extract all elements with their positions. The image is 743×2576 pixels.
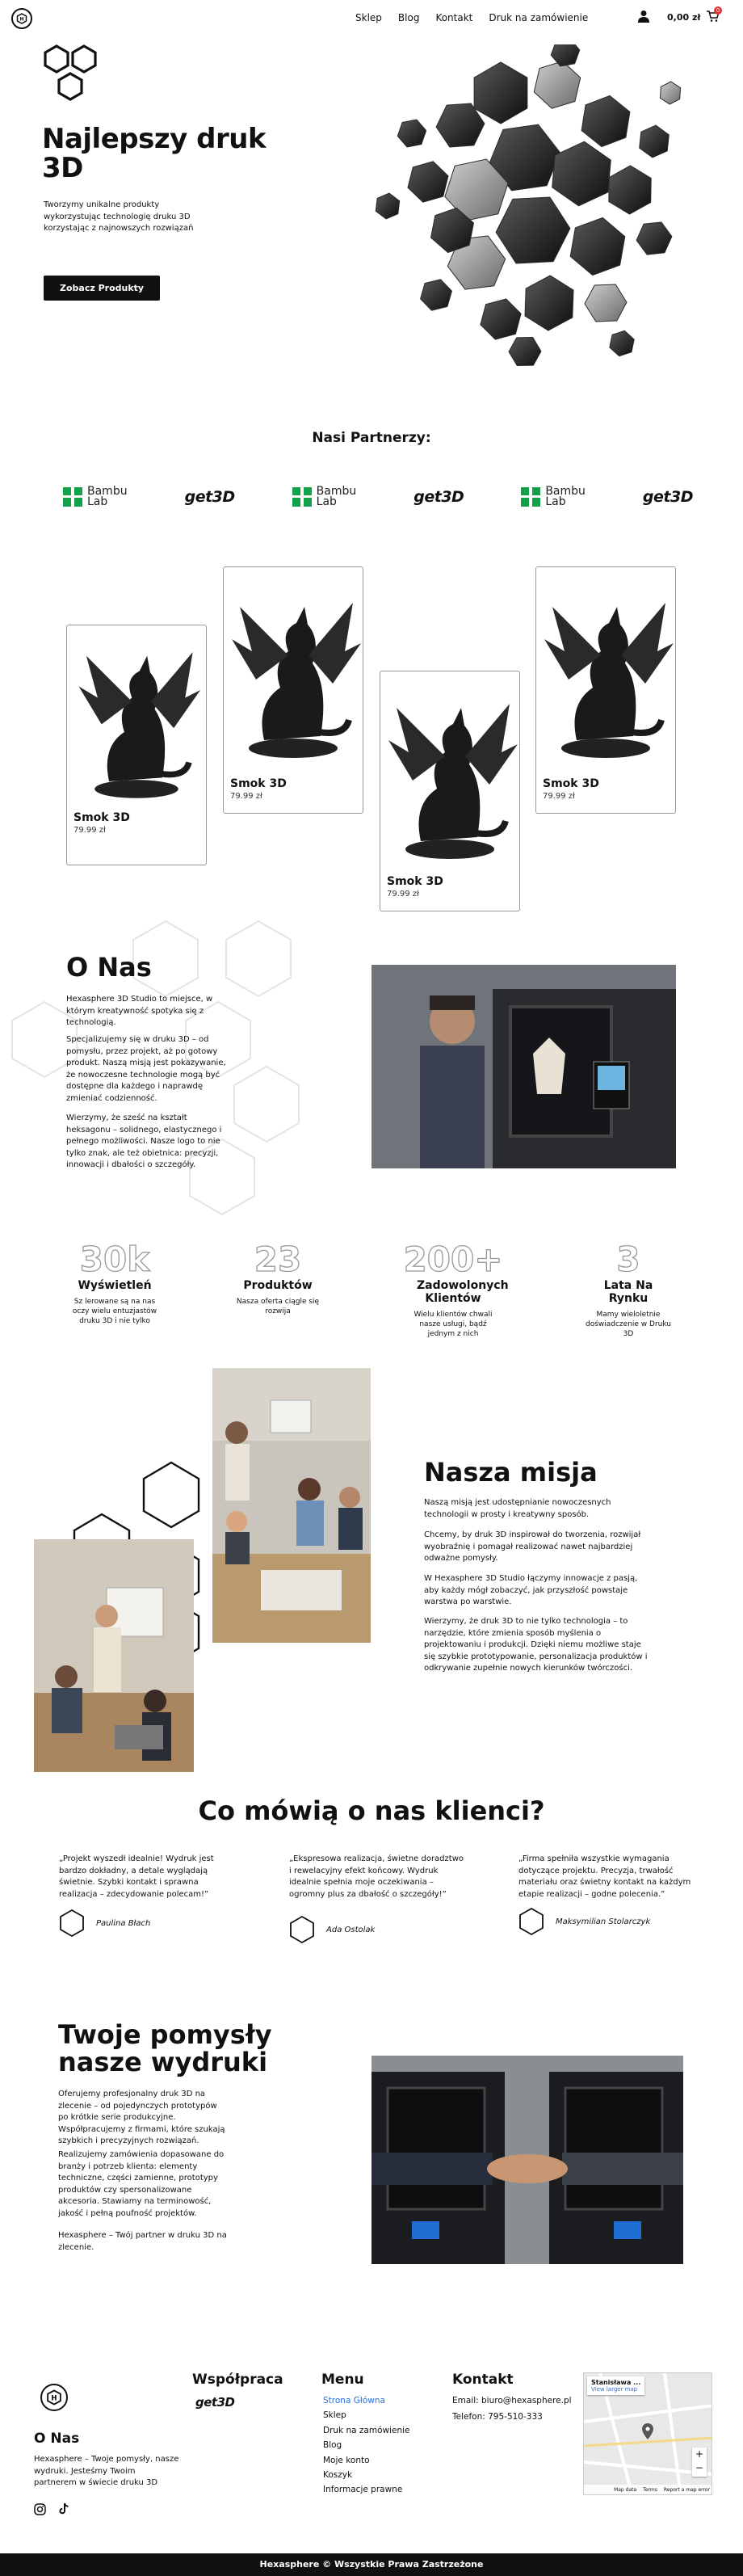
map-footer-bar xyxy=(584,2485,712,2494)
ideas-title: Twoje pomysły nasze wydruki xyxy=(58,2019,272,2077)
dragon-figure-image xyxy=(380,671,519,873)
ideas-paragraph-3: Hexasphere – Twój partner w druku 3D na zlecenie. xyxy=(58,2231,227,2252)
mission-paragraph-3: W Hexasphere 3D Studio łączymy innowacje z pasją, aby każdy mógł zobaczyć, jak przyszłość powstaje warstwa po warstwie. xyxy=(424,1574,638,1606)
hexagon-avatar-icon xyxy=(518,1907,544,1936)
account-button[interactable] xyxy=(638,10,649,26)
product-name: Smok 3D xyxy=(230,777,287,790)
footer-menu-title: Menu xyxy=(321,2372,364,2388)
ideas-paragraph-1: Oferujemy profesjonalny druk 3D na zlecenie – od pojedynczych prototypów po krótkie serie produkcyjne. Współpracujemy z firmami, które szukają szybkich i precyzyjnych rozwiązań. xyxy=(58,2090,225,2145)
stat-number: 200+ xyxy=(403,1240,503,1279)
product-name: Smok 3D xyxy=(543,777,599,790)
bambu-lab-mark-icon xyxy=(521,487,540,507)
cart-count-badge: 0 xyxy=(714,6,722,15)
team-discussion-photo xyxy=(34,1539,194,1772)
hexagon-block xyxy=(581,95,630,146)
dragon-figure-image xyxy=(67,625,206,808)
footer-about-text: Hexasphere – Twoje pomysły, nasze wydruki. Jesteśmy Twoim partnerem w świecie druku 3D xyxy=(34,2455,179,2487)
testimonials-title: Co mówią o nas klienci? xyxy=(198,1795,545,1826)
bambu-line2: Lab xyxy=(545,495,566,509)
nav-kontakt[interactable]: Kontakt xyxy=(435,12,473,23)
testimonial-author: Maksymilian Stolarczyk xyxy=(556,1917,651,1926)
footer-coop-title: Współpraca xyxy=(192,2372,283,2388)
hexagon-block xyxy=(509,338,541,366)
mission-title: Nasza misja xyxy=(424,1457,598,1488)
google-map-embed[interactable] xyxy=(583,2372,712,2495)
mission-paragraph-4: Wierzymy, że druk 3D to nie tylko technologia – to narzędzie, które zmienia sposób myślenia o projektowaniu i produkcji. Dzięki niemu możliwe staje się szybkie prototypowanie, personalizacja produktów i odkrywanie zupełnie nowych kierunków twórczości. xyxy=(424,1617,648,1673)
ideas-paragraph-2: Realizujemy zamówienia dopasowane do branży i potrzeb klienta: elementy techniczne, części zamienne, prototypy produktów czy spersonalizowane akcesoria. Stawiamy na terminowość, jakość i pełną poufność projektów. xyxy=(58,2150,225,2218)
hexagon-block xyxy=(496,197,570,263)
hexagon-block xyxy=(397,120,426,147)
stat-number: 3 xyxy=(616,1240,640,1279)
hexagon-block xyxy=(610,330,634,356)
site-logo[interactable] xyxy=(11,8,32,29)
hexagon-block xyxy=(552,141,611,206)
hero-title: Najlepszy druk 3D xyxy=(42,123,267,184)
map-place-name: Stanisława ... xyxy=(591,2379,641,2386)
hero-hexagon-sculpture-image xyxy=(339,44,703,392)
bambu-line1: Bambu xyxy=(87,485,128,498)
stat-text: Mamy wieloletnie doświadczenie w Druku 3D xyxy=(585,1311,671,1339)
dragon-figure-image xyxy=(224,567,363,776)
hexagon-block xyxy=(570,218,625,276)
map-pin-icon xyxy=(642,2423,653,2439)
stat-item xyxy=(66,1240,163,1340)
nav-sklep[interactable]: Sklep xyxy=(355,12,382,23)
footer-email[interactable]: Email: biuro@hexasphere.pl xyxy=(452,2396,572,2406)
stat-label: Wyświetleń xyxy=(78,1279,152,1292)
see-products-button[interactable]: Zobacz Produkty xyxy=(44,276,160,301)
nav-blog[interactable]: Blog xyxy=(397,12,420,23)
bambu-line2: Lab xyxy=(316,495,337,509)
team-meeting-photo xyxy=(212,1368,371,1643)
product-card[interactable] xyxy=(380,671,520,911)
bambu-line1: Bambu xyxy=(316,485,357,498)
hexagon-block xyxy=(421,280,452,310)
partners-logos xyxy=(63,486,693,508)
cart-total[interactable]: 0,00 zł xyxy=(667,12,701,23)
partner-bambu-lab-logo xyxy=(63,486,128,508)
product-price: 79.99 zł xyxy=(73,826,106,835)
footer-contact-title: Kontakt xyxy=(452,2372,514,2388)
hexagon-block xyxy=(609,166,651,214)
copyright-bar xyxy=(0,2553,743,2576)
instagram-icon xyxy=(34,2503,46,2515)
testimonial-card xyxy=(518,1854,696,1936)
partner-bambu-lab-logo xyxy=(521,486,586,508)
product-card[interactable] xyxy=(535,566,676,814)
svg-text:H: H xyxy=(51,2394,57,2403)
map-data-label: Map data xyxy=(614,2486,637,2493)
hexagon-cluster-logo xyxy=(40,44,102,104)
hero-text: Tworzymy unikalne produkty wykorzystując technologię druku 3D korzystając z najnowszych rozwiązań xyxy=(44,200,194,233)
map-view-larger-link[interactable]: View larger map xyxy=(591,2386,638,2393)
testimonial-quote: „Ekspresowa realizacja, świetne doradztwo i rewelacyjny efekt końcowy. Wydruk idealnie spełnia moje oczekiwania – ogromny plus za dbałość o szczegóły!” xyxy=(289,1854,464,1899)
product-name: Smok 3D xyxy=(73,811,130,824)
about-paragraph-3: Wierzymy, że sześć na kształt heksagonu – solidnego, elastycznego i pełnego możliwości. Nasze logo to nie tylko znak, ale też obietnica: precyzji, innowacji i dbałości o szczegóły. xyxy=(66,1113,222,1169)
handshake-printers-photo xyxy=(372,2056,683,2264)
partner-get3d-logo: get3D xyxy=(642,488,693,507)
about-title: O Nas xyxy=(66,952,152,983)
map-place-card xyxy=(587,2376,644,2395)
dragon-figure-image xyxy=(536,567,675,776)
partner-get3d-logo: get3D xyxy=(184,488,235,507)
about-paragraph-1: Hexasphere 3D Studio to miejsce, w którym kreatywność spotyka się z technologią. xyxy=(66,995,213,1027)
footer-menu-cart[interactable]: Koszyk xyxy=(323,2469,353,2480)
stat-text: Sz lerowane są na nas oczy wielu entuzjastów druku 3D i nie tylko xyxy=(72,1298,157,1326)
testimonial-quote: „Firma spełniła wszystkie wymagania dotyczące projektu. Precyzja, trwałość materiału oraz świetny kontakt na każdym etapie realizacji – godne polecenia.” xyxy=(518,1854,691,1899)
footer-phone[interactable]: Telefon: 795-510-333 xyxy=(452,2412,543,2422)
footer-menu-shop[interactable]: Sklep xyxy=(323,2410,346,2421)
user-icon xyxy=(638,10,649,23)
hexagon-block xyxy=(636,222,672,255)
partner-bambu-lab-logo xyxy=(292,486,357,508)
tiktok-link[interactable] xyxy=(58,2502,69,2519)
stat-label: Produktów xyxy=(243,1279,313,1292)
footer-menu-print-order[interactable]: Druk na zamówienie xyxy=(323,2425,410,2435)
cart-button[interactable] xyxy=(706,7,720,26)
tiktok-icon xyxy=(58,2502,69,2515)
hexagon-block xyxy=(408,162,448,202)
hexagon-block xyxy=(661,82,681,104)
footer-get3d-logo[interactable]: get3D xyxy=(195,2395,235,2410)
product-card[interactable] xyxy=(66,625,207,865)
bambu-line2: Lab xyxy=(87,495,108,509)
hexagon-avatar-icon xyxy=(59,1909,85,1938)
copyright-text: Hexasphere © Wszystkie Prawa Zastrzeżone xyxy=(259,2559,484,2570)
bambu-lab-mark-icon xyxy=(63,487,82,507)
testimonial-card xyxy=(289,1854,467,1944)
stat-number: 23 xyxy=(254,1240,302,1279)
stat-item xyxy=(580,1240,677,1340)
product-price: 79.99 zł xyxy=(543,792,575,801)
about-paragraph-2: Specjalizujemy się w druku 3D – od pomysłu, przez projekt, aż po gotowy produkt. Naszą misją jest pokazywanie, że nowoczesne technologie mogą być dostępne dla każdego i naprawdę zmieniać codzienność. xyxy=(66,1035,226,1103)
main-nav xyxy=(339,12,588,23)
product-name: Smok 3D xyxy=(387,875,443,888)
map-terms-link[interactable]: Terms xyxy=(643,2486,657,2493)
testimonial-quote: „Projekt wyszedł idealnie! Wydruk jest bardzo dokładny, a detale wyglądają świetnie. Szybki kontakt i sprawna realizacja – zdecydowanie polecam!” xyxy=(59,1854,214,1899)
stat-text: Nasza oferta ciągle się rozwija xyxy=(236,1298,320,1316)
hexagon-block xyxy=(534,61,580,108)
testimonial-author: Ada Ostolak xyxy=(326,1925,376,1934)
footer-menu-home[interactable]: Strona Główna xyxy=(323,2396,385,2406)
testimonial-author: Paulina Błach xyxy=(96,1918,151,1928)
footer-menu-account[interactable]: Moje konto xyxy=(323,2455,370,2465)
testimonial-card xyxy=(59,1854,237,1938)
map-zoom-control[interactable]: + − xyxy=(692,2448,707,2477)
partner-get3d-logo: get3D xyxy=(413,488,464,507)
hexagon-logo-icon xyxy=(46,2389,62,2406)
mission-paragraph-2: Chcemy, by druk 3D inspirował do tworzenia, rozwijał wyobraźnię i pomagał realizować nawet najbardziej odważne pomysły. xyxy=(424,1530,641,1563)
hexagon-block xyxy=(481,299,521,339)
stat-label: Zadowolonych Klientów xyxy=(417,1279,509,1306)
hexagon-block xyxy=(525,276,573,330)
hexagon-logo-icon xyxy=(16,13,27,24)
footer-menu xyxy=(323,2393,410,2498)
hexagon-block xyxy=(640,125,670,158)
stat-number: 30k xyxy=(79,1240,150,1279)
mission-paragraph-1: Naszą misją jest udostępnianie nowoczesnych technologii w prosty i kreatywny sposób. xyxy=(424,1498,611,1519)
map-report-link[interactable]: Report a map error xyxy=(663,2486,710,2493)
hexagon-avatar-icon xyxy=(289,1915,315,1944)
printer-operator-photo xyxy=(372,965,676,1168)
footer-menu-blog[interactable]: Blog xyxy=(323,2440,342,2451)
hexagon-block xyxy=(585,284,627,322)
footer-logo[interactable] xyxy=(40,2384,68,2411)
stat-label: Lata Na Rynku xyxy=(603,1279,653,1306)
partners-title: Nasi Partnerzy: xyxy=(312,430,431,446)
svg-text:H: H xyxy=(19,16,24,23)
bambu-line1: Bambu xyxy=(545,485,586,498)
instagram-link[interactable] xyxy=(34,2503,46,2519)
product-price: 79.99 zł xyxy=(230,792,262,801)
hexagon-block xyxy=(551,44,579,66)
stats-row xyxy=(66,1240,677,1340)
stat-text: Wielu klientów chwali nasze usługi, bądź jednym z nich xyxy=(413,1311,493,1339)
stat-item xyxy=(229,1240,326,1340)
hexagon-block xyxy=(376,193,399,219)
nav-druk-na-zamowienie[interactable]: Druk na zamówienie xyxy=(489,12,589,23)
product-price: 79.99 zł xyxy=(387,890,419,899)
hexagon-block xyxy=(474,62,527,124)
footer-menu-legal[interactable]: Informacje prawne xyxy=(323,2485,403,2495)
stat-item xyxy=(392,1240,514,1340)
product-card[interactable] xyxy=(223,566,363,814)
footer-about-title: O Nas xyxy=(34,2431,80,2447)
bambu-lab-mark-icon xyxy=(292,487,312,507)
